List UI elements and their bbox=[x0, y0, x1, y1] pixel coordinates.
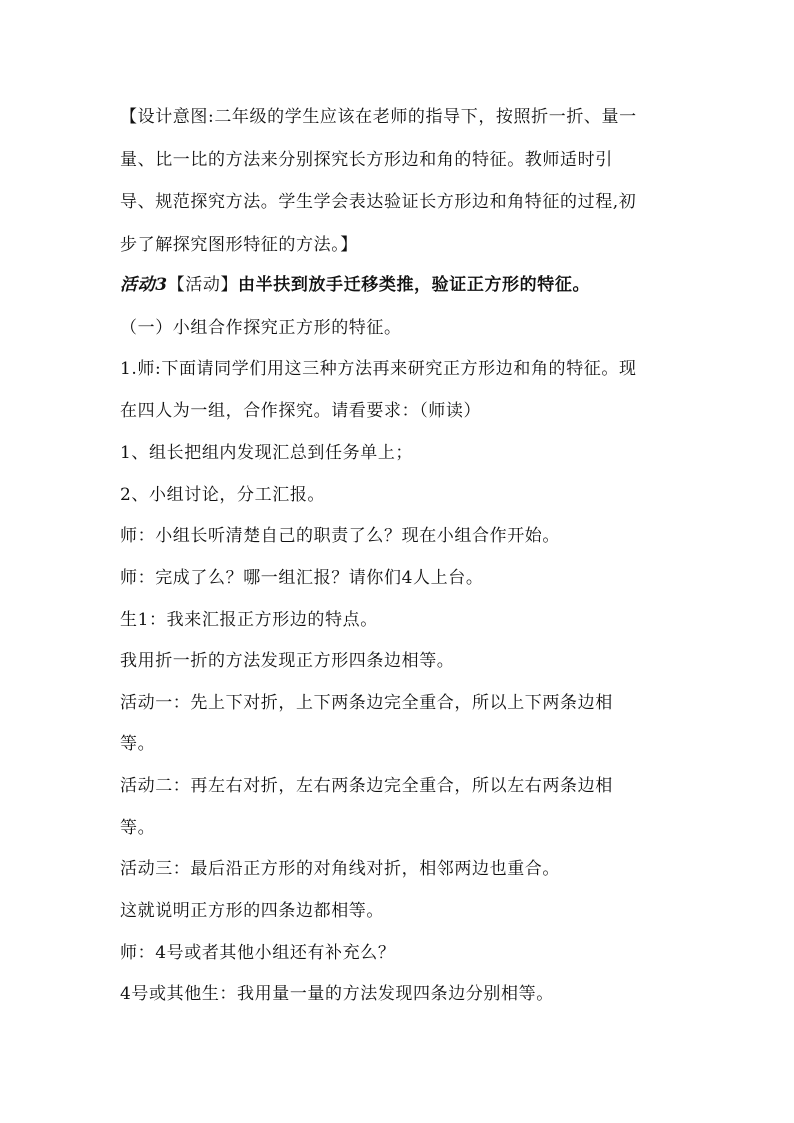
paragraph-line-5: 师：小组长听清楚自己的职责了么？现在小组合作开始。 bbox=[120, 526, 560, 546]
paragraph-line-16: 4号或其他生：我用量一量的方法发现四条边分别相等。 bbox=[120, 984, 554, 1004]
paragraph-line-10: 等。 bbox=[120, 734, 156, 754]
activity-text: 由半扶到放手迁移类推，验证正方形的特征。 bbox=[238, 275, 591, 295]
paragraph-line-2: 在四人为一组，合作探究。请看要求：（师读） bbox=[120, 401, 482, 421]
activity-heading bbox=[120, 273, 590, 297]
paragraph-line-7: 生1：我来汇报正方形边的特点。 bbox=[120, 610, 378, 630]
activity-label: 活动3 bbox=[120, 275, 168, 295]
paragraph-line-14: 这就说明正方形的四条边都相等。 bbox=[120, 901, 384, 921]
paragraph-line-1: 1.师:下面请同学们用这三种方法再来研究正方形边和角的特征。现 bbox=[120, 359, 637, 379]
activity-bracket: 【活动】 bbox=[167, 275, 239, 295]
design-intent-line-2: 量、比一比的方法来分别探究长方形边和角的特征。教师适时引 bbox=[120, 150, 613, 170]
paragraph-line-15: 师：4号或者其他小组还有补充么？ bbox=[120, 943, 396, 963]
design-intent-line-1: 【设计意图:二年级的学生应该在老师的指导下，按照折一折、量一 bbox=[120, 107, 637, 127]
paragraph-line-12: 等。 bbox=[120, 818, 156, 838]
design-intent-line-3: 导、规范探究方法。学生学会表达验证长方形边和角特征的过程,初 bbox=[120, 192, 637, 212]
paragraph-line-11: 活动二：再左右对折，左右两条边完全重合，所以左右两条边相 bbox=[120, 776, 613, 796]
paragraph-line-3: 1、组长把组内发现汇总到任务单上； bbox=[120, 443, 414, 463]
section-title: （一）小组合作探究正方形的特征。 bbox=[120, 318, 402, 338]
paragraph-line-6: 师：完成了么？哪一组汇报？请你们4人上台。 bbox=[120, 568, 484, 588]
paragraph-line-8: 我用折一折的方法发现正方形四条边相等。 bbox=[120, 651, 455, 671]
paragraph-line-4: 2、小组讨论，分工汇报。 bbox=[120, 485, 326, 505]
paragraph-line-13: 活动三：最后沿正方形的对角线对折，相邻两边也重合。 bbox=[120, 859, 560, 879]
design-intent-line-4: 步了解探究图形特征的方法。】 bbox=[120, 235, 358, 255]
paragraph-line-9: 活动一：先上下对折，上下两条边完全重合，所以上下两条边相 bbox=[120, 693, 613, 713]
